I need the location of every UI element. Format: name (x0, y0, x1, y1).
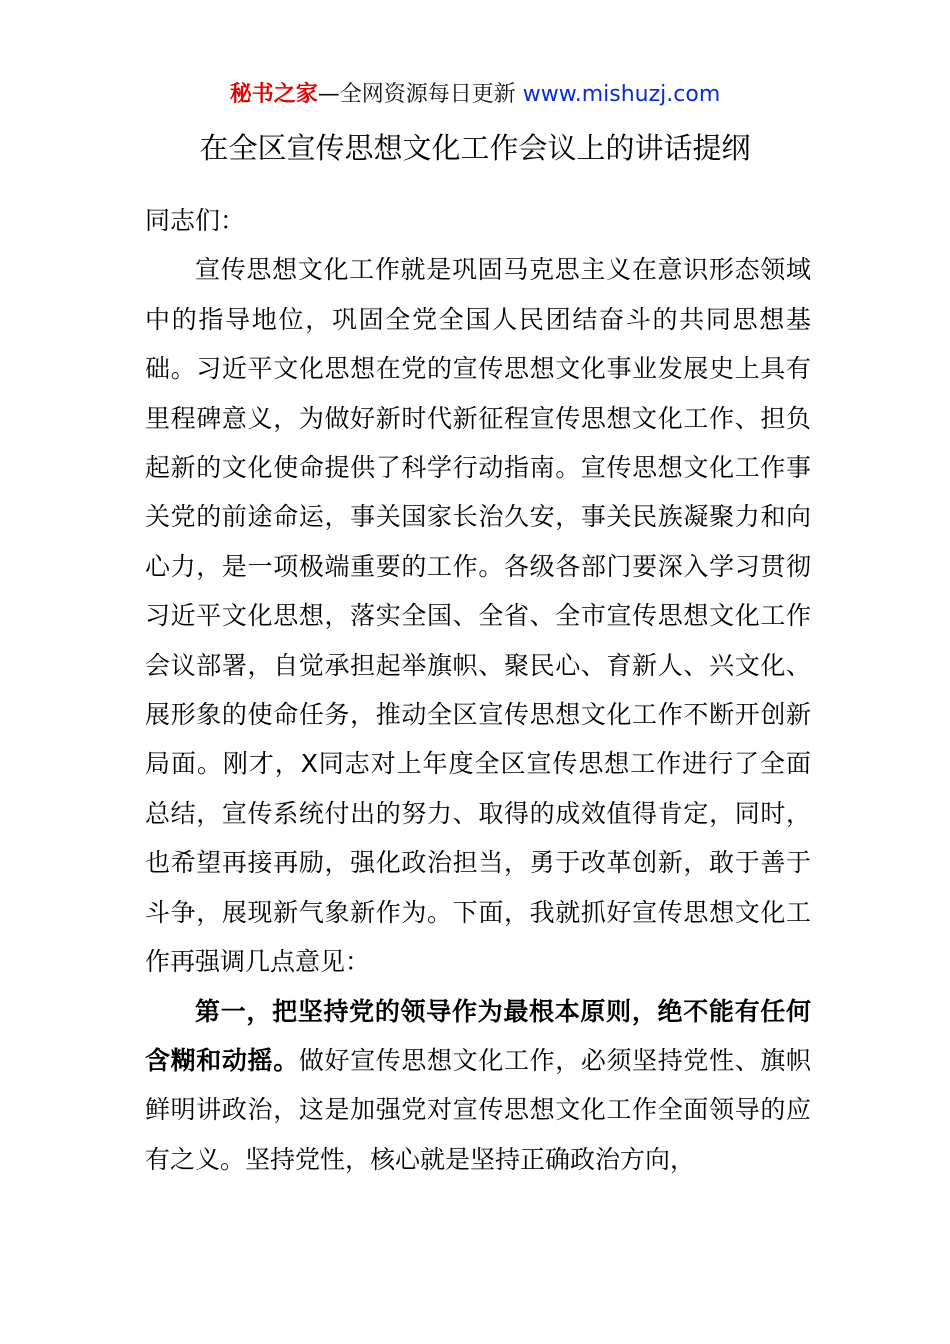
document-title: 在全区宣传思想文化工作会议上的讲话提纲 (199, 131, 751, 165)
banner-tagline: —全网资源每日更新 (317, 82, 523, 107)
paragraph (145, 987, 811, 1185)
salutation: 同志们： (145, 206, 246, 235)
paragraph-text: 做好宣传思想文化工作，必须坚持党性、旗帜鲜明讲政治，这是加强党对宣传思想文化工作全面领导的应有之义。坚持党性，核心就是坚持正确政治方向， (145, 1045, 811, 1174)
paragraph: 宣传思想文化工作就是巩固马克思主义在意识形态领域中的指导地位，巩固全党全国人民团结奋斗的共同思想基础。习近平文化思想在党的宣传思想文化事业发展史上具有里程碑意义，为做好新时代新征程宣传思想文化工作、担负起新的文化使命提供了科学行动指南。宣传思想文化工作事关党的前途命运，事关国家长治久安，事关民族凝聚力和向心力，是一项极端重要的工作。各级各部门要深入学习贯彻习近平文化思想，落实全国、全省、全市宣传思想文化工作会议部署，自觉承担起举旗帜、聚民心、育新人、兴文化、展形象的使命任务，推动全区宣传思想文化工作不断开创新局面。刚才，X同志对上年度全区宣传思想工作进行了全面总结，宣传系统付出的努力、取得的成效值得肯定，同时，也希望再接再励，强化政治担当，勇于改革创新，敢于善于斗争，展现新气象新作为。下面，我就抓好宣传思想文化工作再强调几点意见： (145, 255, 811, 977)
brand-name: 秘书之家 (229, 82, 318, 107)
section-heading: 第一，把坚持党的领导作为最根本原则，绝不能有任何含糊和动摇。 (145, 996, 811, 1075)
site-url-link[interactable]: www.mishuzj.com (522, 82, 721, 107)
document-body (145, 196, 811, 1184)
site-banner (0, 80, 950, 110)
